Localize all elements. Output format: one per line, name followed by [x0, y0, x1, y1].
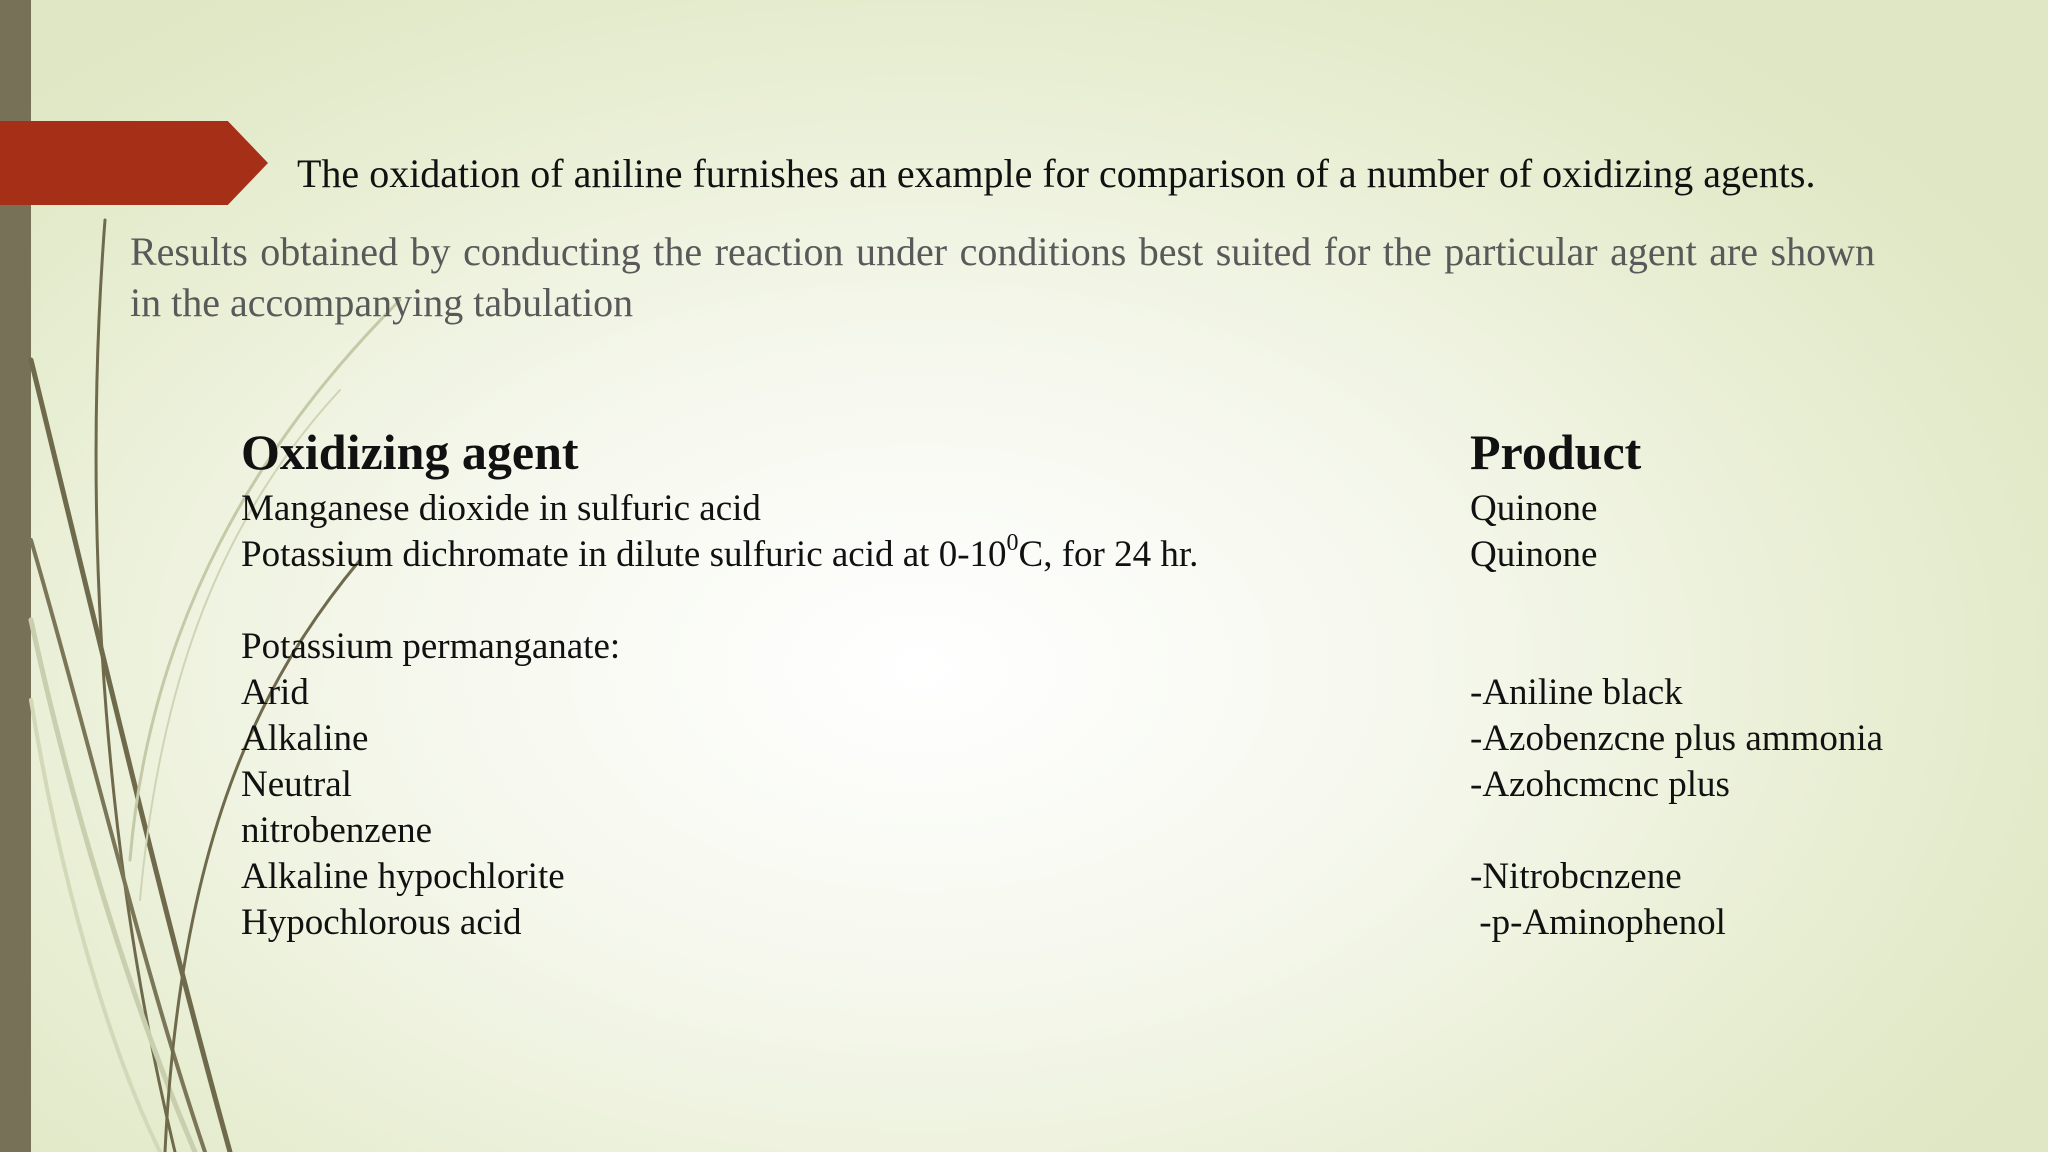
agent-row-dichromate — [241, 529, 1199, 578]
agent-row: Arid — [241, 672, 309, 713]
agent-row: Neutral — [241, 764, 352, 805]
product-row: -Aniline black — [1470, 672, 1683, 713]
agent-row: Hypochlorous acid — [241, 902, 522, 943]
product-row: -Nitrobcnzene — [1470, 856, 1682, 897]
product-row: -Azobenzcne plus ammonia — [1470, 718, 1884, 759]
agent-row: Alkaline hypochlorite — [241, 856, 565, 897]
product-row: Quinone — [1470, 534, 1598, 575]
agent-row: nitrobenzene — [241, 810, 433, 851]
agent-row: Potassium permanganate: — [241, 626, 621, 667]
dichromate-text-end: C, for 24 hr. — [1018, 534, 1199, 575]
product-row: -p-Aminophenol — [1470, 902, 1726, 943]
agent-row: Alkaline — [241, 718, 369, 759]
oxidizing-agent-header: Oxidizing agent — [241, 424, 579, 480]
slide-title: The oxidation of aniline furnishes an example for comparison of a number of oxidizing agents. — [297, 151, 1816, 196]
dichromate-superscript: 0 — [1006, 529, 1019, 556]
intro-paragraph: Results obtained by conducting the reaction under conditions best suited for the particular agent are shown in the accompanying tabulation — [130, 229, 1875, 325]
dichromate-text: Potassium dichromate in dilute sulfuric acid at 0-10 — [241, 534, 1007, 575]
product-row: -Azohcmcnc plus — [1470, 764, 1730, 805]
agent-row: Manganese dioxide in sulfuric acid — [241, 488, 761, 529]
product-row: Quinone — [1470, 488, 1598, 529]
product-header: Product — [1470, 424, 1642, 480]
